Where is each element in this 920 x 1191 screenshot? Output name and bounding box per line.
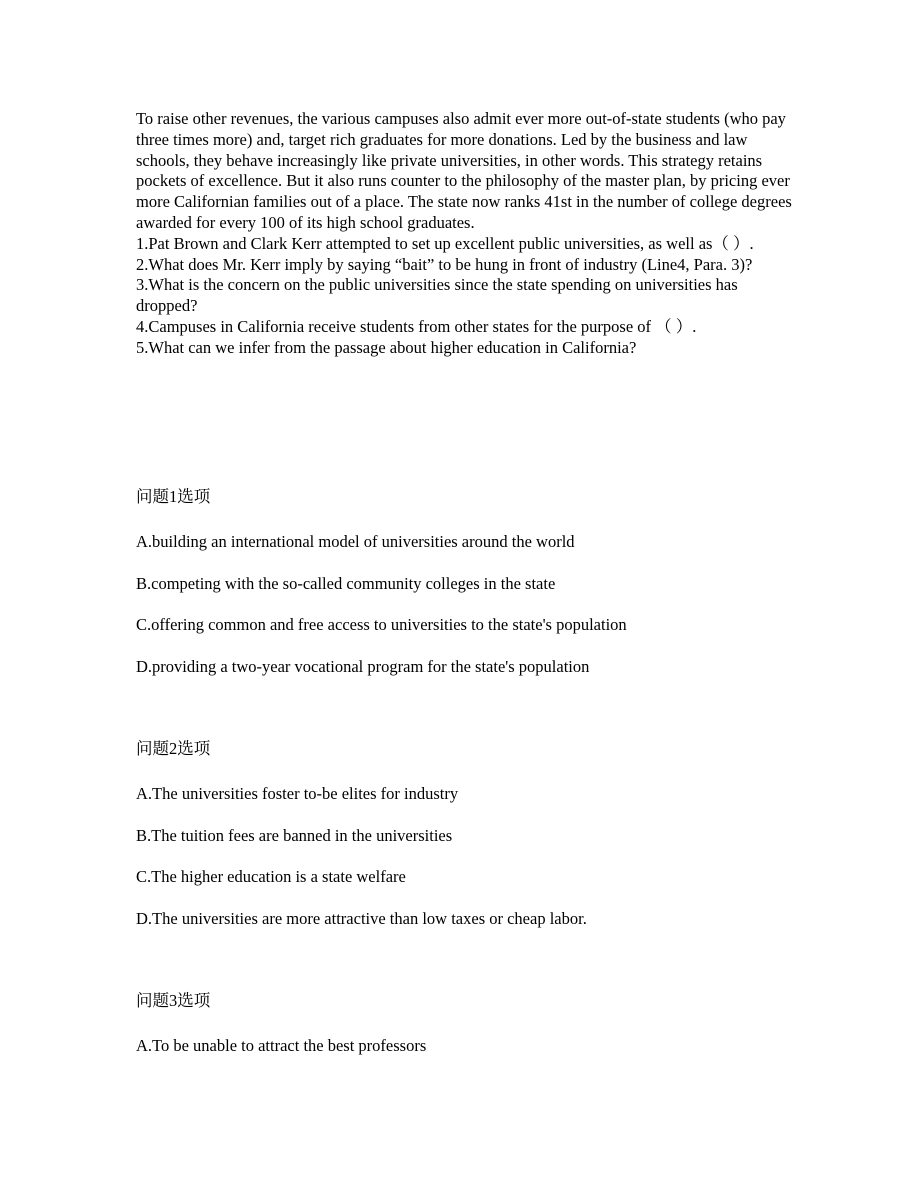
section-title: 问题1选项 (136, 487, 211, 506)
option-a: A.building an international model of universities around the world (136, 532, 575, 551)
option-d: D.The universities are more attractive than low taxes or cheap labor. (136, 908, 587, 928)
option-d: D.providing a two-year vocational program for the state's population (136, 656, 590, 676)
passage-paragraph: To raise other revenues, the various campuses also admit ever more out-of-state students (who pay three times more) and, target rich graduates for more donations. Led by the business and law schools, they behave increasingly like private universities, in other words. This strategy retains pockets of excellence. But it also runs counter to the philosophy of the master plan, by pricing ever more Californian families out of a place. The state now ranks 41st in the number of college degrees awarded for every 100 of its high school graduates. (136, 109, 792, 232)
question-2-options (136, 738, 836, 930)
question-1-options (136, 486, 836, 678)
option-c: C.The higher education is a state welfare (136, 867, 406, 886)
option-a: A.The universities foster to-be elites for industry (136, 784, 459, 803)
question-5: 5.What can we infer from the passage about higher education in California? (136, 337, 637, 357)
option-a: A.To be unable to attract the best professors (136, 1036, 427, 1055)
question-3: 3.What is the concern on the public universities since the state spending on universities has dropped? (136, 275, 738, 316)
reading-passage (136, 109, 796, 359)
option-b: B.competing with the so-called community colleges in the state (136, 573, 556, 593)
question-2: 2.What does Mr. Kerr imply by saying “bait” to be hung in front of industry (Line4, Para. 3)? (136, 254, 753, 274)
question-3-options (136, 990, 836, 1057)
question-4: 4.Campuses in California receive students from other states for the purpose of （ ）. (136, 316, 697, 336)
option-b: B.The tuition fees are banned in the universities (136, 825, 453, 845)
section-title: 问题2选项 (136, 739, 211, 758)
question-1: 1.Pat Brown and Clark Kerr attempted to set up excellent public universities, as well as（ ）. (136, 233, 754, 253)
section-title: 问题3选项 (136, 991, 211, 1010)
option-c: C.offering common and free access to universities to the state's population (136, 615, 627, 634)
